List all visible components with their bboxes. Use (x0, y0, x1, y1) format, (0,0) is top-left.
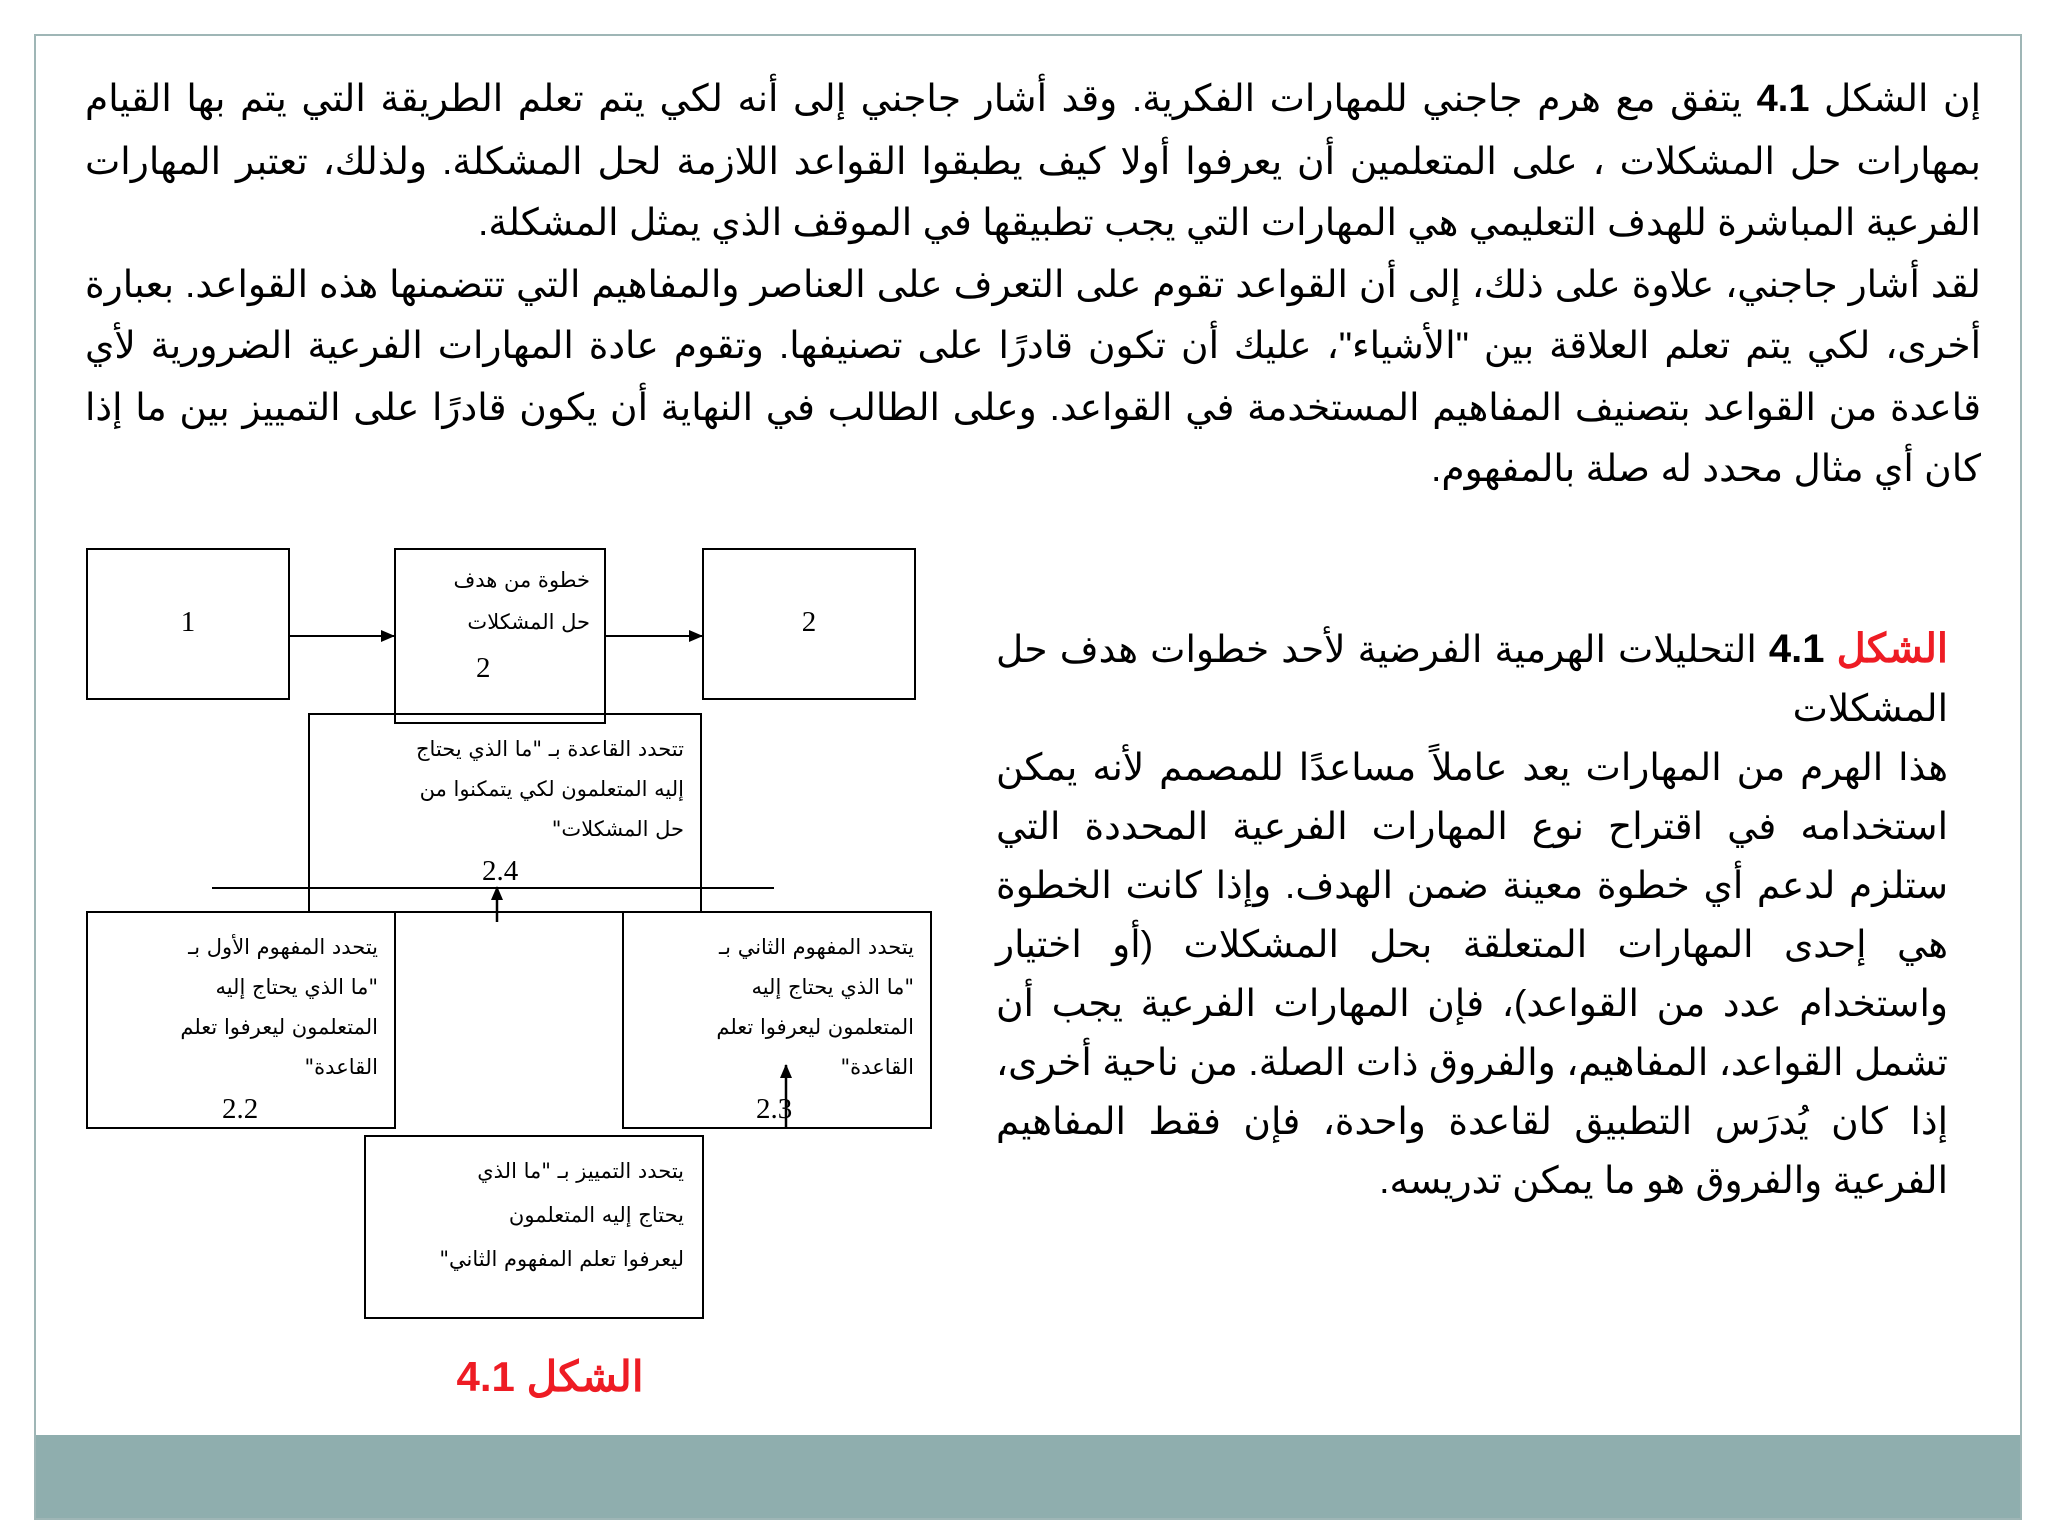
caption-title: التحليلات الهرمية الفرضية لأحد خطوات هدف حل المشكلات (996, 628, 1948, 729)
intro-text-part2: يتفق مع هرم جاجني للمهارات الفكرية. وقد أشار جاجني إلى أنه لكي يتم تعلم الطريقة التي يتم بها القيام بمهارات حل المشكلات ، على المتعلمين أن يعرفوا أولا كيف يطبقوا القواعد اللازمة لحل المشكلة. ولذلك، تعتبر المهارات الفرعية المباشرة للهدف التعليمي هي المهارات التي يجب تطبيقها في الموقف الذي يمثل المشكلة. (85, 77, 1981, 243)
diagram-box-goal-step (394, 548, 606, 724)
caption-figure-number: 4.1 (1768, 627, 1825, 671)
concept1-line2: "ما الذي يحتاج إليه (215, 975, 378, 999)
goal-step-index: 2 (476, 652, 491, 684)
diagram-box-step-1 (86, 548, 290, 700)
box-step-3-label: 2 (801, 606, 817, 638)
diagram-box-concept-1 (86, 911, 396, 1129)
intro-text-part3: لقد أشار جاجني، علاوة على ذلك، إلى أن القواعد تقوم على التعرف على العناصر والمفاهيم التي تتضمنها هذه القواعد. بعبارة أخرى، لكي يتم تعلم العلاقة بين "الأشياء"، عليك أن تكون قادرًا على تصنيفها. وتقوم عادة المهارات الفرعية الضرورية لأي قاعدة من القواعد بتصنيف المفاهيم المستخدمة في القواعد. وعلى الطالب في النهاية أن يكون قادرًا على التمييز بين ما إذا كان أي مثال محدد له صلة بالمفهوم. (85, 262, 1981, 489)
discrimination-line2: يحتاج إليه المتعلمون (508, 1203, 684, 1227)
goal-step-line2: حل المشكلات (467, 610, 590, 634)
concept1-line3: المتعلمون ليعرفوا تعلم (180, 1015, 378, 1039)
intro-text-part1: إن الشكل (1809, 77, 1982, 119)
rule-line1: تتحدد القاعدة بـ "ما الذي يحتاج (416, 737, 684, 761)
concept1-line1: يتحدد المفهوم الأول بـ (188, 935, 378, 959)
concept2-index: 2.3 (756, 1093, 793, 1125)
goal-step-line1: خطوة من هدف (453, 568, 590, 592)
rule-line2: إليه المتعلمون لكي يتمكنوا من (419, 777, 684, 801)
intro-paragraph (85, 68, 1981, 500)
concept2-line1: يتحدد المفهوم الثاني بـ (719, 935, 914, 959)
diagram-figure-caption (440, 1352, 660, 1402)
diagram-box-discrimination (364, 1135, 704, 1319)
discrimination-line3: ليعرفوا تعلم المفهوم الثاني" (439, 1247, 684, 1271)
figure-caption-block (996, 620, 1948, 1210)
footer-band (36, 1435, 2020, 1518)
intro-figure-reference: 4.1 (1756, 78, 1810, 120)
rule-index: 2.4 (482, 855, 519, 887)
concept2-line3: المتعلمون ليعرفوا تعلم (716, 1015, 914, 1039)
rule-line3: حل المشكلات" (551, 817, 684, 841)
box-step-1-label: 1 (180, 606, 196, 638)
bottom-figure-number: 4.1 (456, 1353, 515, 1400)
caption-figure-label: الشكل (1836, 627, 1948, 671)
caption-body: هذا الهرم من المهارات يعد عاملاً مساعدًا للمصمم لأنه يمكن استخدامه في اقتراح نوع المهارات الفرعية المحددة التي ستلزم لدعم أي خطوة معينة ضمن الهدف. وإذا كانت الخطوة هي إحدى المهارات المتعلقة بحل المشكلات (أو اختيار واستخدام عدد من القواعد)، فإن المهارات الفرعية يجب أن تشمل القواعد، المفاهيم، والفروق ذات الصلة. من ناحية أخرى، إذا كان يُدرَس التطبيق لقاعدة واحدة، فإن فقط المفاهيم الفرعية والفروق هو ما يمكن تدريسه. (996, 746, 1948, 1201)
concept1-line4: القاعدة" (304, 1055, 378, 1079)
concept1-index: 2.2 (222, 1093, 259, 1125)
diagram-horizontal-connector (212, 887, 774, 889)
discrimination-line1: يتحدد التمييز بـ "ما الذي (477, 1159, 684, 1183)
concept2-line2: "ما الذي يحتاج إليه (751, 975, 914, 999)
bottom-figure-label: الشكل (526, 1353, 644, 1400)
diagram-box-rule (308, 713, 702, 913)
concept2-line4: القاعدة" (840, 1055, 914, 1079)
diagram-box-step-3 (702, 548, 916, 700)
diagram-box-concept-2 (622, 911, 932, 1129)
